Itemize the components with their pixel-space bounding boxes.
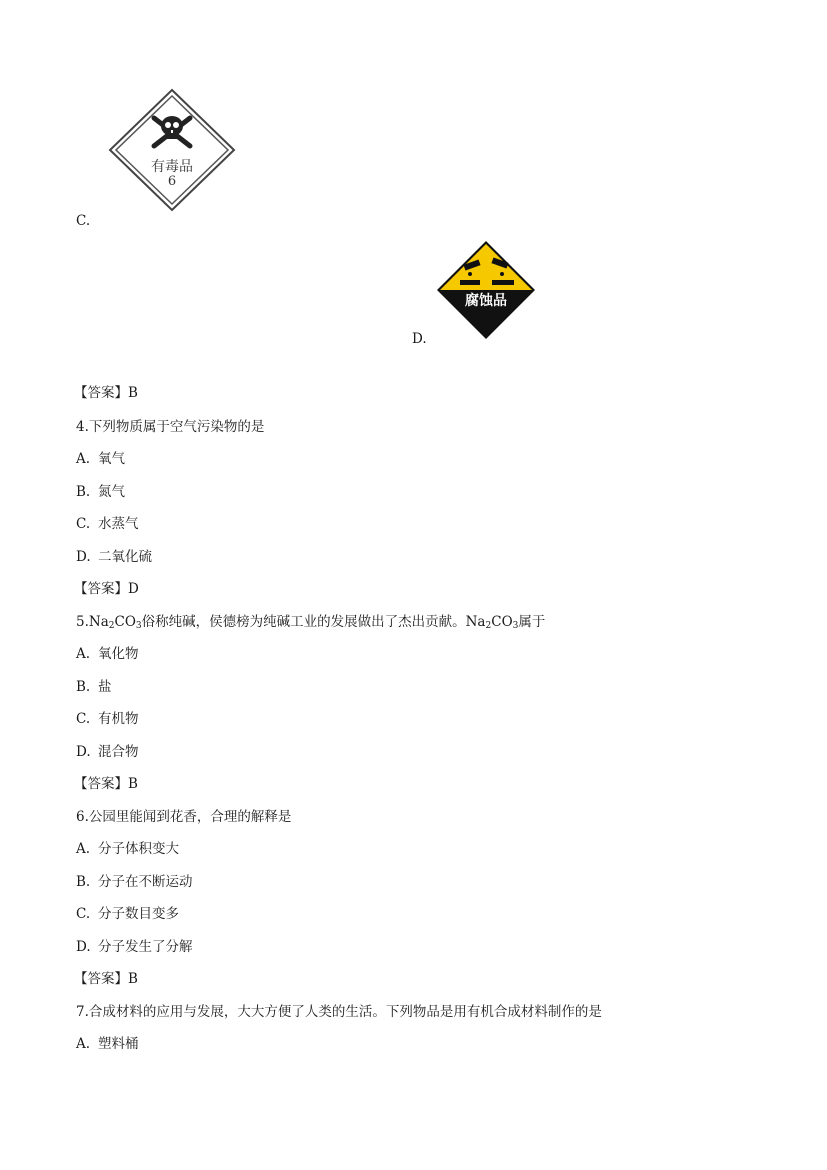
question-7-stem: 7.合成材料的应用与发展，大大方便了人类的生活。下列物品是用有机合成材料制作的是 xyxy=(76,1004,602,1020)
answer-q4: 【答案】D xyxy=(74,581,139,597)
q6-option-d: D. 分子发生了分解 xyxy=(76,939,193,955)
q5-option-b: B. 盐 xyxy=(76,679,112,695)
q6-option-b: B. 分子在不断运动 xyxy=(76,874,193,890)
option-d-letter: D. xyxy=(412,331,427,347)
q6-option-a: A. 分子体积变大 xyxy=(76,841,179,857)
toxic-sign-label: 有毒品 xyxy=(151,159,193,175)
q7-option-a: A. 塑料桶 xyxy=(76,1036,139,1052)
answer-q5: 【答案】B xyxy=(74,776,138,792)
question-4-stem: 4.下列物质属于空气污染物的是 xyxy=(76,419,265,435)
question-5-stem: $5.Na_2CO_3$俗称纯碱，侯德榜为纯碱工业的发展做出了杰出贡献。$Na_2CO_3$属于 xyxy=(76,614,546,631)
q4-option-a: A. 氧气 xyxy=(76,451,125,467)
corrosive-sign-label: 腐蚀品 xyxy=(465,293,507,309)
answer-q6: 【答案】B xyxy=(74,971,138,987)
q5-option-a: A. 氧化物 xyxy=(76,646,139,662)
toxic-hazard-sign xyxy=(108,88,236,212)
answer-q3: 【答案】B xyxy=(74,385,138,401)
q6-option-c: C. 分子数目变多 xyxy=(76,906,179,922)
corrosive-hazard-sign xyxy=(436,240,536,340)
q4-option-d: D. 二氧化硫 xyxy=(76,549,152,565)
toxic-sign-number: 6 xyxy=(167,174,177,189)
question-6-stem: 6.公园里能闻到花香，合理的解释是 xyxy=(76,809,292,825)
q4-option-b: B. 氮气 xyxy=(76,484,125,500)
q5-option-d: D. 混合物 xyxy=(76,744,139,760)
q4-option-c: C. 水蒸气 xyxy=(76,516,139,532)
option-c-letter: C. xyxy=(76,213,91,229)
q5-option-c: C. 有机物 xyxy=(76,711,139,727)
